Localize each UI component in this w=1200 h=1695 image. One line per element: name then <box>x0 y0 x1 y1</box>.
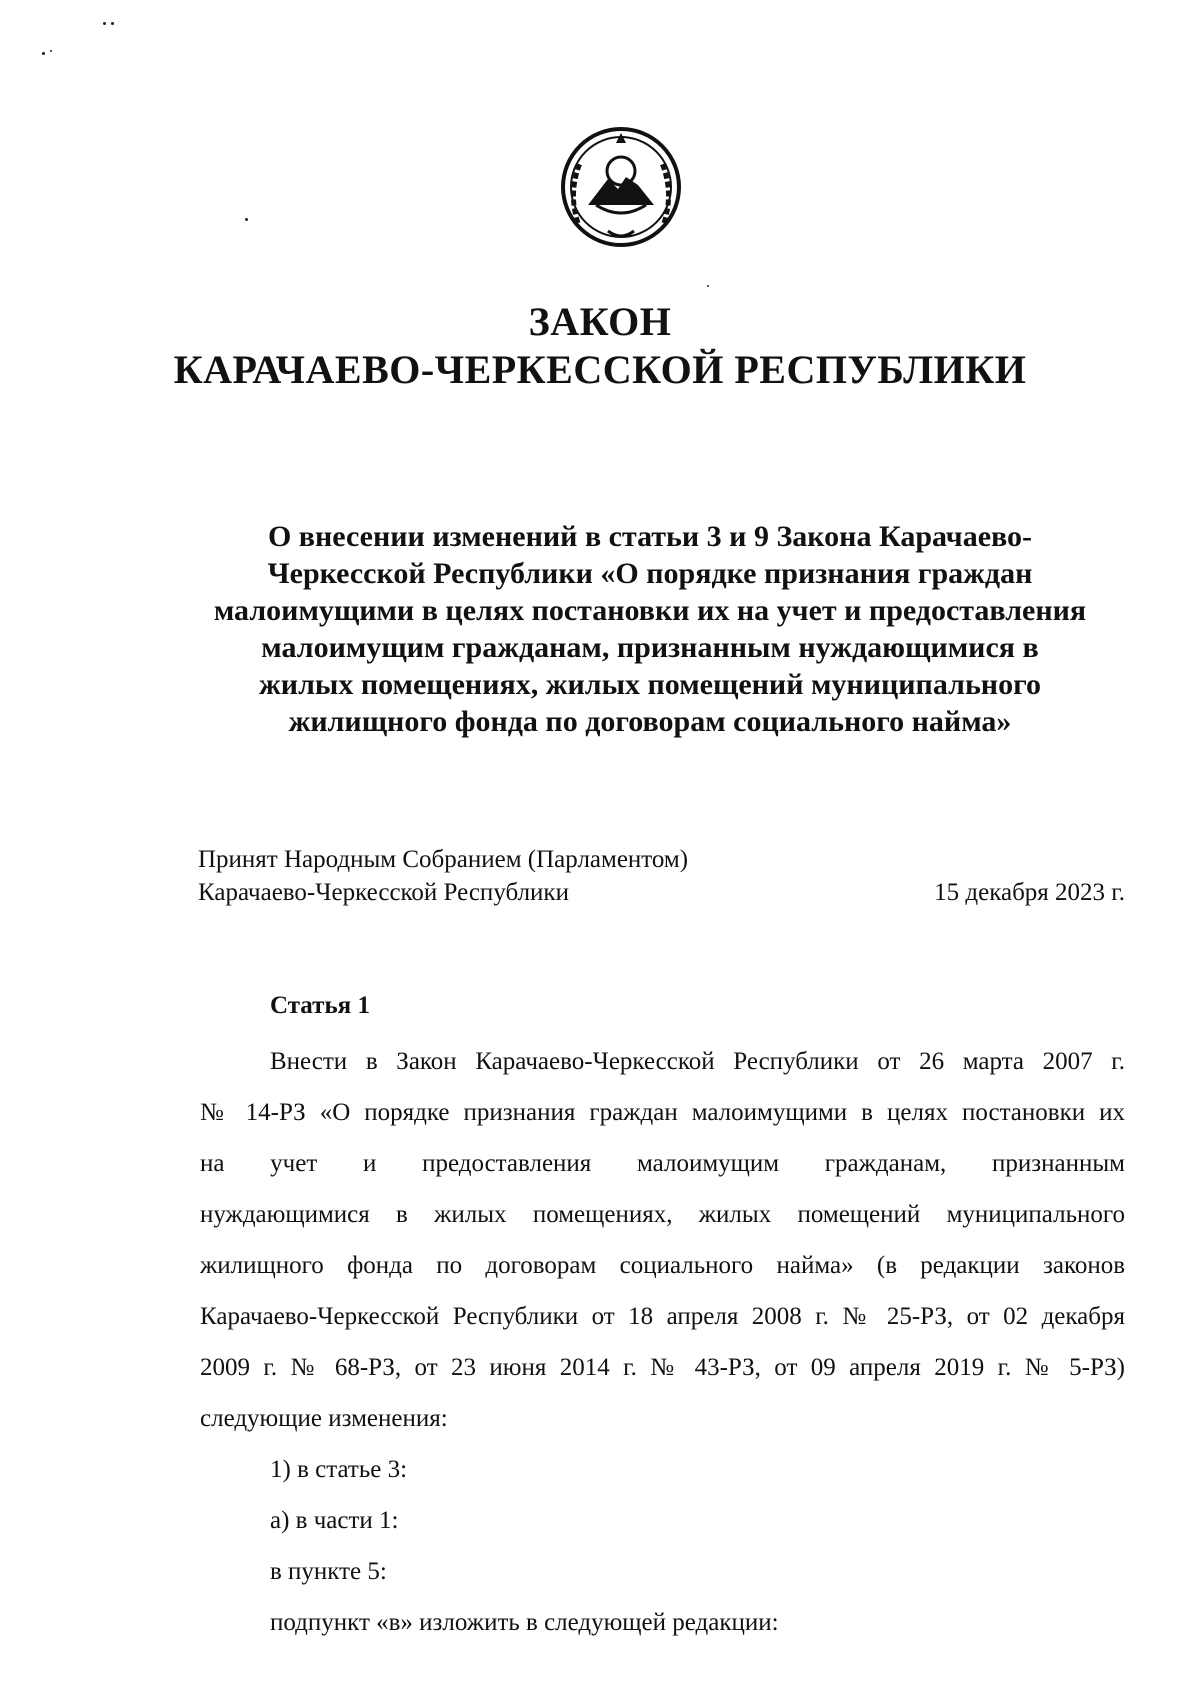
scan-speck <box>50 50 52 52</box>
list-item: подпункт «в» изложить в следующей редакции: <box>270 1609 779 1636</box>
paragraph-line: Карачаево-Черкесской Республики от 18 апреля 2008 г. № 25-РЗ, от 02 декабря <box>200 1303 1125 1330</box>
adopted-by-republic: Карачаево-Черкесской Республики <box>198 879 569 906</box>
paragraph-line: № 14-РЗ «О порядке признания граждан малоимущими в целях постановки их <box>200 1099 1125 1126</box>
scan-speck <box>111 22 114 25</box>
paragraph-line: на учет и предоставления малоимущим гражданам, признанным <box>200 1150 1125 1177</box>
list-item: 1) в статье 3: <box>270 1456 408 1483</box>
subtitle-line: жилых помещениях, жилых помещений муниципального <box>259 668 1041 701</box>
scan-speck <box>103 22 106 25</box>
subtitle-line: Черкесской Республики «О порядке признания граждан <box>267 557 1033 590</box>
scan-speck <box>42 52 45 55</box>
subtitle-line: малоимущими в целях постановки их на учет и предоставления <box>213 594 1087 627</box>
paragraph-last-line: следующие изменения: <box>200 1405 448 1432</box>
republic-title: КАРАЧАЕВО-ЧЕРКЕССКОЙ РЕСПУБЛИКИ <box>173 347 1027 392</box>
adoption-date: 15 декабря 2023 г. <box>934 879 1125 906</box>
paragraph-line: Внести в Закон Карачаево-Черкесской Республики от 26 марта 2007 г. <box>270 1048 1125 1075</box>
article-heading: Статья 1 <box>270 992 370 1019</box>
law-title-word: ЗАКОН <box>528 299 672 344</box>
list-item: а) в части 1: <box>270 1507 399 1534</box>
subtitle-line: О внесении изменений в статьи 3 и 9 Закона Карачаево- <box>267 520 1033 553</box>
adoption-info <box>198 843 688 909</box>
paragraph-line: 2009 г. № 68-РЗ, от 23 июня 2014 г. № 43-РЗ, от 09 апреля 2019 г. № 5-РЗ) <box>200 1354 1125 1381</box>
scan-speck <box>245 218 248 221</box>
article-body <box>200 1036 1125 1648</box>
adopted-by-line: Принят Народным Собранием (Парламентом) <box>198 846 689 873</box>
subtitle-line: малоимущим гражданам, признанным нуждающимися в <box>261 631 1039 664</box>
paragraph-line: нуждающимися в жилых помещениях, жилых помещений муниципального <box>200 1201 1125 1228</box>
list-item: в пункте 5: <box>270 1558 387 1585</box>
law-subtitle <box>160 518 1140 740</box>
scan-speck <box>707 285 709 287</box>
subtitle-line: жилищного фонда по договорам социального найма» <box>288 705 1012 738</box>
paragraph-line: жилищного фонда по договорам социального найма» (в редакции законов <box>200 1252 1125 1279</box>
law-title <box>0 298 1200 345</box>
republic-emblem-icon <box>558 123 684 253</box>
